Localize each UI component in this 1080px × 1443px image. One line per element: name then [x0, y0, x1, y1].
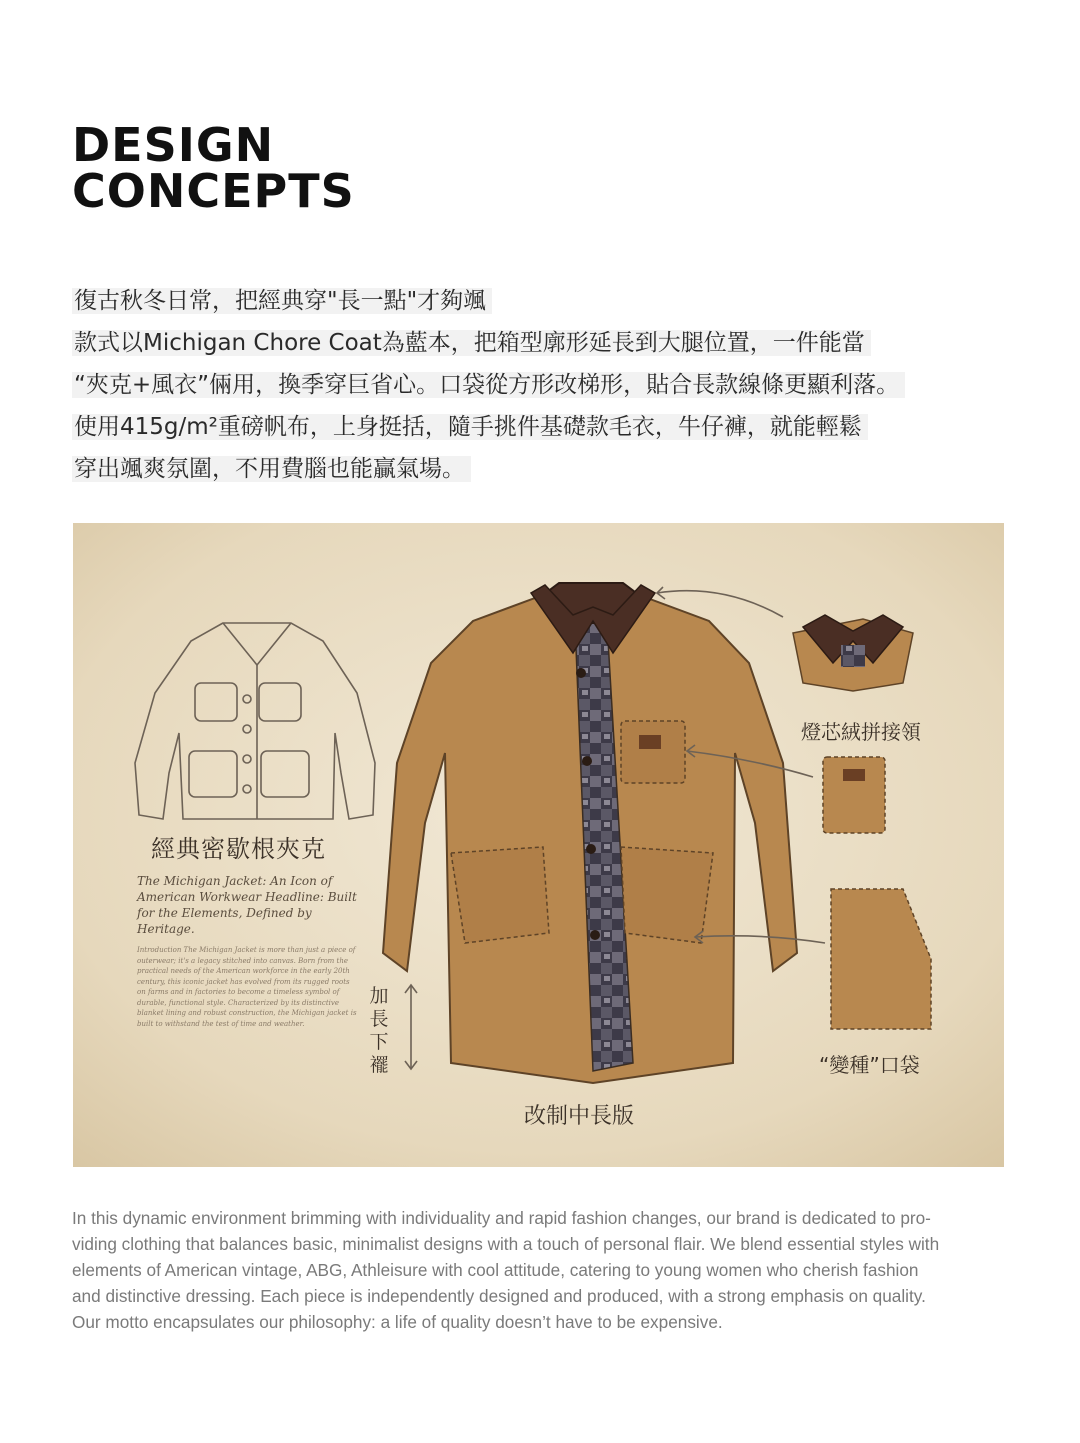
page-title-line-2: CONCEPTS [72, 164, 355, 218]
script-title: The Michigan Jacket: An Icon of American Workwear Headline: Built for the Elements, Defined by Heritage. [137, 874, 357, 936]
intro-chinese-line: 穿出颯爽氛圍，不用費腦也能贏氣場。 [72, 448, 1032, 490]
intro-english-line: and distinctive dressing. Each piece is independently designed and produced, with a strong emphasis on quality. [72, 1286, 926, 1306]
design-illustration [73, 523, 1004, 1167]
intro-chinese-line: 使用415g/m²重磅帆布，上身挺括，隨手挑件基礎款毛衣，牛仔褲，就能輕鬆 [72, 406, 1032, 448]
intro-chinese [72, 280, 1032, 490]
intro-english [72, 1205, 1008, 1335]
pocket-detail [823, 757, 885, 833]
corduroy-collar-label: 燈芯絨拼接領 [801, 720, 921, 744]
classic-jacket-label: 經典密歇根夾克 [151, 835, 326, 863]
intro-english-line: In this dynamic environment brimming with individuality and rapid fashion changes, our brand is dedicated to pro- [72, 1208, 931, 1228]
intro-chinese-line: 款式以Michigan Chore Coat為藍本，把箱型廓形延長到大腿位置，一件能當 [72, 322, 1032, 364]
page-title [72, 118, 355, 218]
collar-detail [793, 615, 913, 691]
mid-length-label: 改制中長版 [524, 1104, 635, 1129]
intro-english-line: Our motto encapsulates our philosophy: a life of quality doesn’t have to be expensive. [72, 1312, 723, 1332]
intro-english-line: elements of American vintage, ABG, Athleisure with cool attitude, catering to young women who cherish fashion [72, 1260, 919, 1280]
intro-chinese-line: 復古秋冬日常，把經典穿"長一點"才夠颯 [72, 280, 1032, 322]
script-body: Introduction The Michigan Jacket is more than just a piece of outerwear; it's a legacy stitched into canvas. Born from the practical needs of the American workforce in the early 20th century, this iconic jacket has evolved from its rugged roots on farms and in factories to become a timeless symbol of durable, functional style. Characterized by its distinctive blanket lining and robust construction, the Michigan jacket is built to withstand the test of time and weather. [137, 946, 357, 1028]
page-title-line-1: DESIGN [72, 118, 275, 172]
variant-pocket-label: “變種”口袋 [819, 1053, 920, 1077]
intro-chinese-line: “夾克+風衣”倆用，換季穿巨省心。口袋從方形改梯形，貼合長款線條更顯利落。 [72, 364, 1032, 406]
intro-english-line: viding clothing that balances basic, minimalist designs with a touch of personal flair. We blend essential styles with [72, 1234, 940, 1254]
lengthen-hem-label: 加長下襬 [369, 985, 389, 1076]
